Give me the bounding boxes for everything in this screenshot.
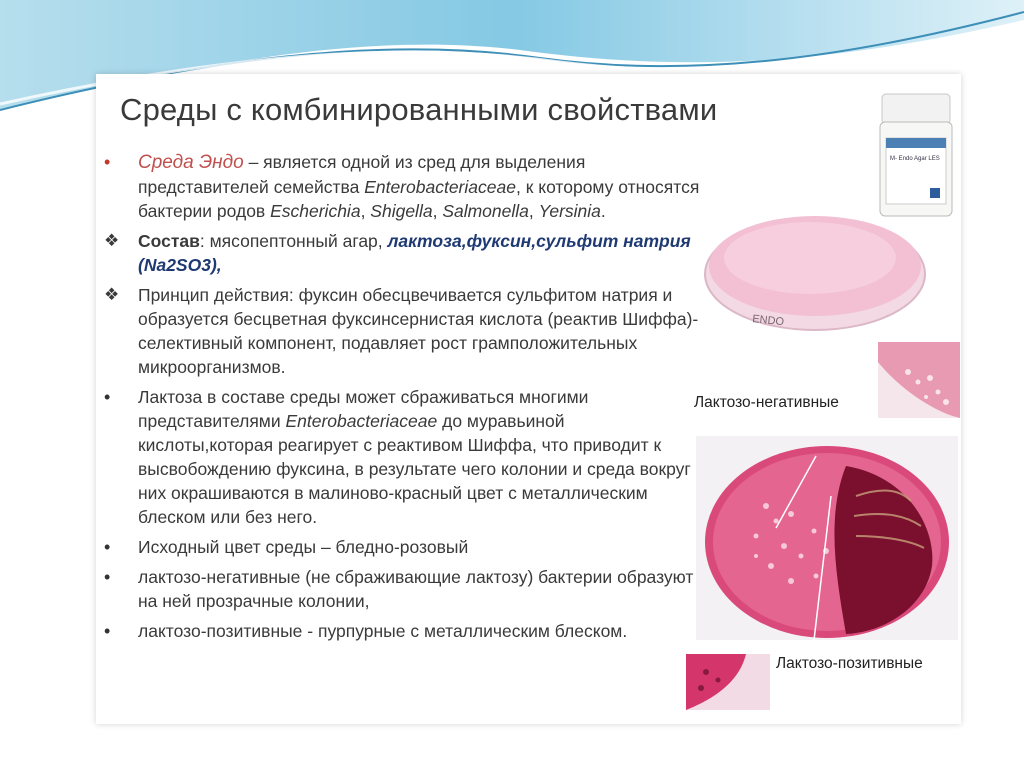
- bullet-text: Shigella: [370, 201, 433, 221]
- bullet-text: Состав: [138, 231, 200, 251]
- bullet-text: Лактоза в составе среды может сбраживаться многими представителями: [138, 387, 589, 431]
- bullet-text: лактозо-позитивные - пурпурные с металлическим блеском.: [138, 621, 628, 641]
- bullet-text: лактоза,фуксин,сульфит натрия (Na2SO3),: [138, 231, 691, 275]
- diamond-bullet-icon: ❖: [104, 285, 120, 304]
- bullet-dot-icon: •: [104, 567, 111, 587]
- bullet-text: ,: [528, 201, 539, 221]
- mixed-colonies-plate-image: [696, 436, 958, 640]
- bullet-text: – является одной из сред для выделения представителей семейства: [138, 152, 586, 197]
- bullet-item: [100, 565, 700, 613]
- negative-colonies-image: [878, 342, 960, 418]
- bullet-item: [100, 385, 700, 529]
- bullet-item: [100, 619, 700, 643]
- endo-agar-bottle-image: [876, 92, 956, 220]
- slide-title: Среды с комбинированными свойствами: [120, 92, 718, 127]
- diamond-bullet-icon: ❖: [104, 231, 120, 250]
- bullet-dot-icon: •: [104, 537, 111, 557]
- bullet-text: Enterobacteriaceae: [364, 177, 516, 197]
- slide-body: [100, 150, 700, 649]
- positive-caption: Лактозо-позитивные: [776, 655, 923, 672]
- bullet-text: .: [600, 201, 606, 221]
- bullet-text: ,: [360, 201, 371, 221]
- plate-label: ENDO: [751, 313, 785, 329]
- negative-caption: Лактозо-негативные: [694, 394, 839, 411]
- bullet-text: Среда Эндо: [138, 152, 244, 173]
- bullet-text: Исходный цвет среды – бледно-розовый: [138, 537, 469, 557]
- bullet-text: Принцип действия: фуксин обесцвечивается сульфитом натрия и образуется бесцветная фуксинсернистая кислота (реактив Шиффа)- селективный компонент, подавляет рост грамположительных микроорганизмов.: [138, 285, 699, 377]
- bullet-item: [100, 150, 700, 223]
- bullet-text: Escherichia: [270, 201, 361, 221]
- bullet-item: [100, 535, 700, 559]
- bullet-dot-icon: •: [104, 152, 111, 172]
- bullet-text: до муравьиной кислоты,которая реагирует с реактивом Шиффа, что приводит к высвобождению фуксина, в результате чего колонии и среда вокруг них окрашиваются в малиново-красный цвет с металлическим блеском или без него.: [138, 411, 691, 527]
- bullet-dot-icon: •: [104, 621, 111, 641]
- bullet-text: ,: [432, 201, 443, 221]
- bullet-text: , к которому относятся бактерии родов: [138, 177, 700, 221]
- bullet-text: Salmonella: [442, 201, 529, 221]
- bullet-item: [100, 229, 700, 277]
- bullet-item: [100, 283, 700, 379]
- positive-colonies-image: [686, 654, 770, 710]
- bullet-text: : мясопептонный агар,: [199, 231, 388, 251]
- endo-plate-image: [700, 206, 930, 336]
- bullet-text: Yersinia: [538, 201, 601, 221]
- bullet-dot-icon: •: [104, 387, 111, 407]
- bullet-text: Enterobacteriaceae: [285, 411, 438, 431]
- bottle-label: M- Endo Agar LES: [890, 156, 940, 162]
- bullet-text: лактозо-негативные (не сбраживающие лактозу) бактерии образуют на ней прозрачные колонии,: [138, 567, 694, 611]
